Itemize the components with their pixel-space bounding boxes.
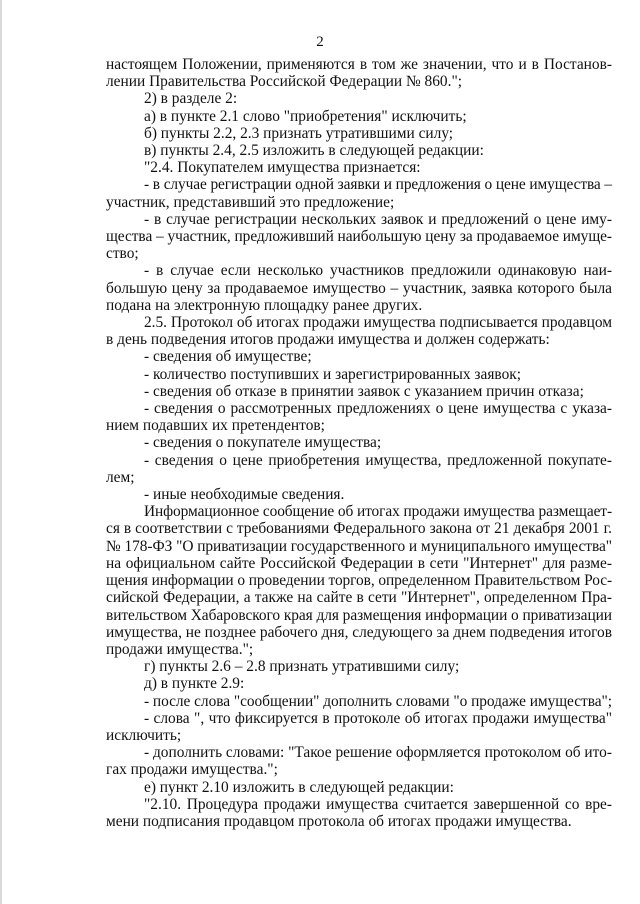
text-line: имущества, не позднее рабочего дня, следующего за днем подведения итогов [106,623,612,641]
text-line: на официальном сайте Российской Федерации в сети "Интернет" для разме- [106,554,612,572]
text-line: ство; [106,245,139,263]
text-line: щества – участник, предложивший наибольшую цену за продаваемое имуще- [106,228,612,246]
text-line: - в случае регистрации нескольких заявок и предложений о цене иму- [144,210,612,228]
text-line: участник, представивший это предложение; [106,193,395,211]
text-line: нием подавших их претендентов; [106,417,325,435]
text-line: д) в пункте 2.9: [144,675,245,693]
text-line: - слова ", что фиксируется в протоколе об итогах продажи имущества" [144,709,612,727]
text-line: вительством Хабаровского края для размещения информации о приватизации [106,606,612,624]
text-line: щения информации о проведении торгов, определенном Правительством Рос- [106,572,613,590]
text-line: настоящем Положении, применяются в том же значении, что и в Постанов- [106,56,612,73]
document-body [106,56,612,830]
text-line: - сведения о цене приобретения имущества, предложенной покупате- [144,451,612,469]
text-line: "2.4. Покупателем имущества признается: [144,159,421,177]
text-line: - после слова "сообщении" дополнить словами "о продаже имущества"; [144,692,612,710]
text-line: Информационное сообщение об итогах продажи имущества размещает- [144,503,612,521]
text-line: большую цену за продаваемое имущество – участник, заявка которого была [106,279,612,297]
text-line: - сведения о покупателе имущества; [144,434,382,452]
text-line: гах продажи имущества."; [106,761,278,779]
text-line: б) пункты 2.2, 2.3 признать утратившими силу; [144,124,454,142]
text-line: исключить; [106,726,182,744]
text-line: а) в пункте 2.1 слово "приобретения" исключить; [144,107,467,125]
text-line: - в случае если несколько участников предложили одинаковую наи- [144,262,612,280]
text-line: - сведения об имуществе; [144,348,312,366]
text-line: - иные необходимые сведения. [144,486,345,504]
text-line: в день подведения итогов продажи имущества и должен содержать: [106,331,550,349]
text-line: № 178-ФЗ "О приватизации государственного и муниципального имущества" [106,537,612,555]
text-line: лем; [106,468,135,486]
text-line: - сведения о рассмотренных предложениях о цене имущества с указа- [144,400,612,418]
page-number: 2 [316,34,324,50]
text-line: - в случае регистрации одной заявки и предложения о цене имущества – [144,176,612,194]
text-line: - дополнить словами: "Такое решение оформляется протоколом об ито- [144,744,612,762]
text-line: сийской Федерации, а также на сайте в сети "Интернет", определенном Пра- [106,589,612,607]
text-line: в) пункты 2.4, 2.5 изложить в следующей редакции: [144,142,484,160]
text-line: "2.10. Процедура продажи имущества считается завершенной со вре- [144,795,612,813]
text-line: 2) в разделе 2: [144,90,238,108]
text-line: мени подписания продавцом протокола об итогах продажи имущества. [106,812,572,830]
text-line: г) пункты 2.6 – 2.8 признать утратившими силу; [144,658,460,676]
scan-edge [0,0,2,904]
text-line: ся в соответствии с требованиями Федерального закона от 21 декабря 2001 г. [106,520,612,538]
text-line: подана на электронную площадку ранее других. [106,296,423,314]
text-line: - сведения об отказе в принятии заявок с указанием причин отказа; [144,382,584,400]
text-line: е) пункт 2.10 изложить в следующей редакции: [144,778,454,796]
text-line: 2.5. Протокол об итогах продажи имущества подписывается продавцом [144,314,612,332]
text-line: продажи имущества."; [106,640,254,658]
text-line: лении Правительства Российской Федерации № 860."; [106,73,463,91]
text-line: - количество поступивших и зарегистрированных заявок; [144,365,522,383]
